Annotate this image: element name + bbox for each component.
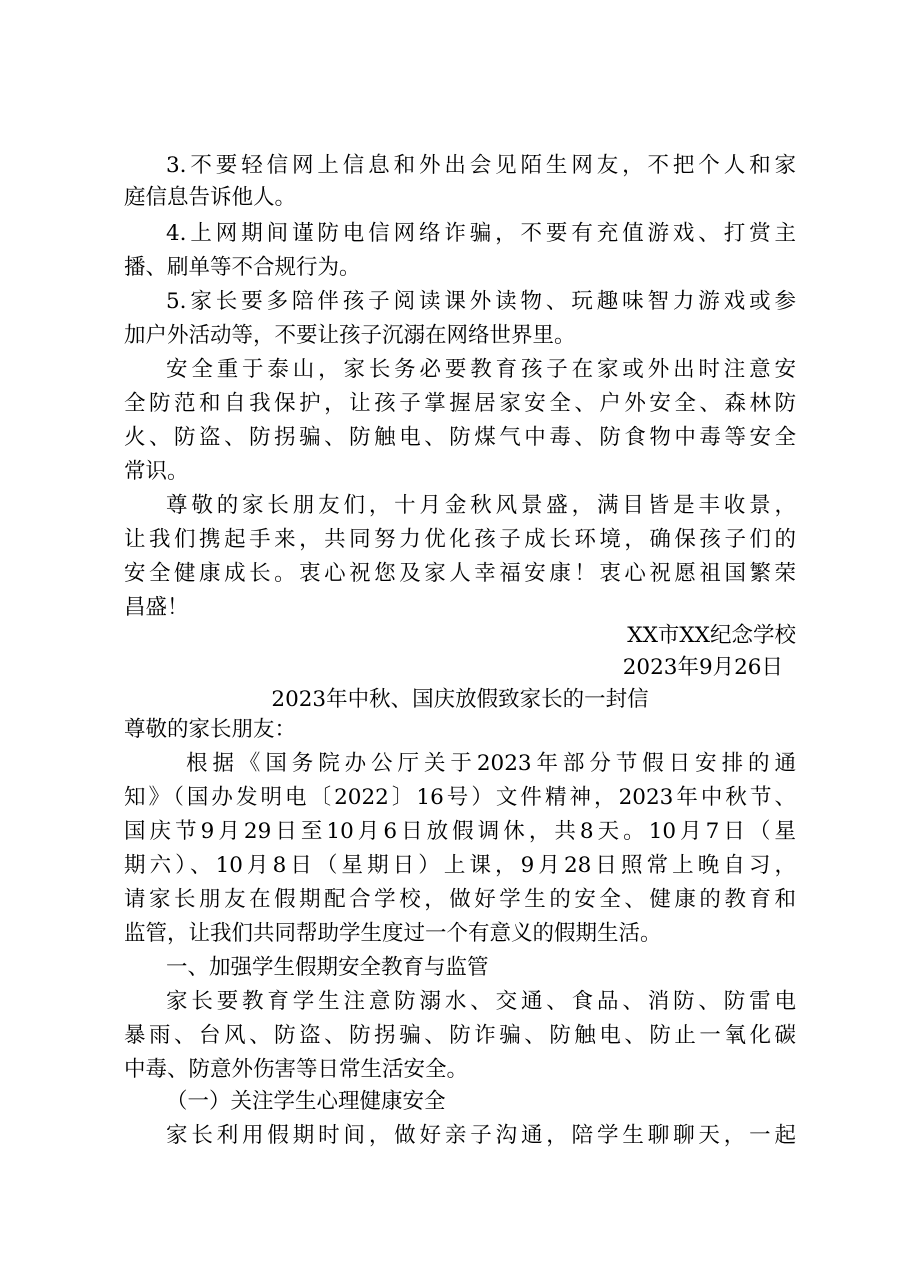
paragraph-safety-line-3: 火、防盗、防拐骗、防触电、防煤气中毒、防食物中毒等安全	[124, 425, 796, 450]
subsection-heading-1: （一）关注学生心理健康安全	[166, 1089, 446, 1114]
paragraph-safety-line-1: 安全重于泰山，家长务必要教育孩子在家或外出时注意安	[166, 357, 796, 382]
paragraph-notice-line-2: 知》（国办发明电〔2022〕16号）文件精神，2023年中秋节、	[124, 785, 796, 810]
paragraph-notice-line-1: 根据《国务院办公厅关于2023年部分节假日安排的通	[186, 751, 796, 776]
paragraph-closing-line-4: 昌盛！	[124, 595, 189, 620]
paragraph-safety-line-2: 全防范和自我保护，让孩子掌握居家安全、户外安全、森林防	[124, 391, 796, 416]
signature-school: XX市XX纪念学校	[627, 623, 796, 648]
paragraph-mental-health-line-1: 家长利用假期时间，做好亲子沟通，陪学生聊聊天，一起	[166, 1123, 796, 1148]
list-item-5-line-1: 5.家长要多陪伴孩子阅读课外读物、玩趣味智力游戏或参	[166, 289, 796, 314]
paragraph-safety-education-line-3: 中毒、防意外伤害等日常生活安全。	[124, 1057, 469, 1082]
paragraph-closing-line-2: 让我们携起手来，共同努力优化孩子成长环境，确保孩子们的	[124, 527, 796, 552]
paragraph-closing-line-3: 安全健康成长。衷心祝您及家人幸福安康！衷心祝愿祖国繁荣	[124, 561, 796, 586]
letter-salutation: 尊敬的家长朋友：	[124, 717, 297, 742]
paragraph-notice-line-3: 国庆节9月29日至10月6日放假调休，共8天。10月7日（星	[124, 819, 796, 844]
paragraph-safety-line-4: 常识。	[124, 459, 189, 484]
section-heading-1: 一、加强学生假期安全教育与监管	[166, 955, 489, 980]
paragraph-closing-line-1: 尊敬的家长朋友们，十月金秋风景盛，满目皆是丰收景，	[166, 493, 796, 518]
list-item-5-line-2: 加户外活动等，不要让孩子沉溺在网络世界里。	[124, 323, 576, 348]
list-item-3-line-2: 庭信息告诉他人。	[124, 185, 297, 210]
list-item-3-line-1: 3.不要轻信网上信息和外出会见陌生网友，不把个人和家	[166, 153, 796, 178]
paragraph-notice-line-4: 期六）、10月8日（星期日）上课，9月28日照常上晚自习，	[124, 853, 796, 878]
paragraph-notice-line-6: 监管，让我们共同帮助学生度过一个有意义的假期生活。	[124, 921, 662, 946]
letter-title: 2023年中秋、国庆放假致家长的一封信	[271, 687, 649, 712]
paragraph-safety-education-line-1: 家长要教育学生注意防溺水、交通、食品、消防、防雷电	[166, 989, 796, 1014]
paragraph-safety-education-line-2: 暴雨、台风、防盗、防拐骗、防诈骗、防触电、防止一氧化碳	[124, 1023, 796, 1048]
paragraph-notice-line-5: 请家长朋友在假期配合学校，做好学生的安全、健康的教育和	[124, 887, 796, 912]
list-item-4-line-2: 播、刷单等不合规行为。	[124, 255, 361, 280]
list-item-4-line-1: 4.上网期间谨防电信网络诈骗，不要有充值游戏、打赏主	[166, 221, 796, 246]
signature-date: 2023年9月26日	[622, 655, 783, 680]
